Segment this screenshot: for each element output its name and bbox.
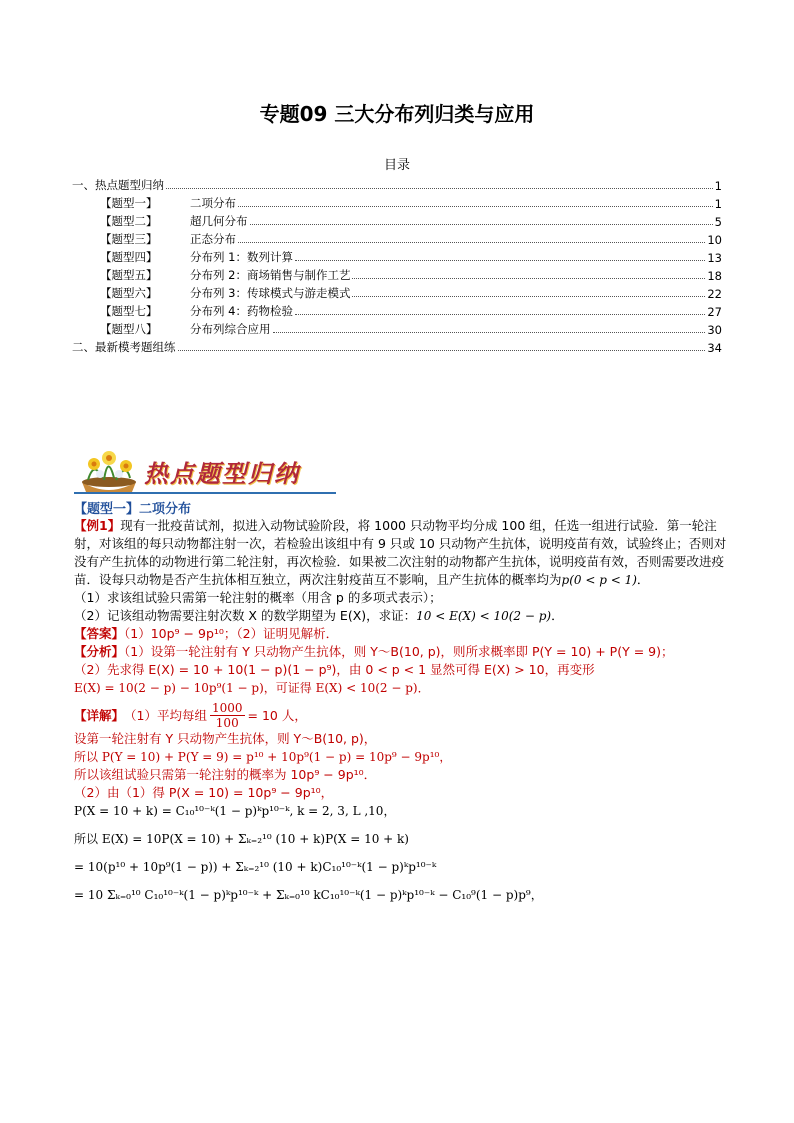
fraction: $\frac{1000}{100}$	[211, 701, 243, 730]
toc-entry[interactable]: 【题型四】 分布列 1：数列计算 13	[100, 250, 722, 265]
detail-line-6: P(X = 10 + k) = C₁₀¹⁰⁻ᵏ(1 − p)ᵏp¹⁰⁻ᵏ, k = 2, 3, L ,10，	[74, 804, 396, 818]
toc-entry[interactable]: 【题型二】 超几何分布 5	[100, 214, 722, 229]
analysis-line-2: （2）先求得 E(X) = 10 + 10(1 − p)(1 − p⁹)，由 0 < p < 1 显然可得 E(X) > 10，再变形	[74, 662, 595, 677]
detail-tag: 【详解】	[74, 707, 125, 723]
banner-title: 热点题型归纳	[144, 460, 300, 488]
example-content	[74, 517, 734, 904]
toc-entry[interactable]: 【题型五】 分布列 2：商场销售与制作工艺 18	[100, 268, 722, 283]
question-2: （2）记该组动物需要注射次数 X 的数学期望为 E(X)，求证：10 < E(X) < 10(2 − p)．	[74, 608, 564, 623]
toc-entry[interactable]: 一、热点题型归纳 1	[72, 178, 722, 193]
answer-line: 【答案】（1）10p⁹ − 9p¹⁰；（2）证明见解析．	[74, 626, 339, 641]
toc-entry[interactable]: 【题型一】 二项分布 1	[100, 196, 722, 211]
table-of-contents	[72, 175, 722, 355]
analysis-line-3: E(X) = 10(2 − p) − 10p⁹(1 − p)，可证得 E(X) < 10(2 − p)．	[74, 681, 430, 695]
toc-entry[interactable]: 二、最新模考题组练 34	[72, 340, 722, 355]
question-1: （1）求该组试验只需第一轮注射的概率（用含 p 的多项式表示）；	[74, 590, 442, 605]
toc-entry[interactable]: 【题型三】 正态分布 10	[100, 232, 722, 247]
detail-line-2: 设第一轮注射有 Y 只动物产生抗体，则 Y～B(10, p)，	[74, 731, 377, 746]
detail-line-4: 所以该组试验只需第一轮注射的概率为 10p⁹ − 9p¹⁰．	[74, 767, 377, 782]
detail-line-9: = 10 Σₖ₌₀¹⁰ C₁₀¹⁰⁻ᵏ(1 − p)ᵏp¹⁰⁻ᵏ + Σₖ₌₀¹⁰ kC₁₀¹⁰⁻ᵏ(1 − p)ᵏp¹⁰⁻ᵏ − C₁₀⁹(1 − p)p⁹，	[74, 888, 543, 902]
section-heading: 【题型一】二项分布	[74, 502, 192, 517]
toc-entry[interactable]: 【题型六】 分布列 3：传球模式与游走模式 22	[100, 286, 722, 301]
analysis-line-1: 【分析】（1）设第一轮注射有 Y 只动物产生抗体，则 Y～B(10, p)，则所求概率即 P(Y = 10) + P(Y = 9)；	[74, 644, 674, 659]
toc-entry[interactable]: 【题型八】 分布列综合应用 30	[100, 322, 722, 337]
answer-tag: 【答案】	[74, 626, 125, 641]
page-title: 专题09 三大分布列归类与应用	[259, 102, 535, 126]
analysis-tag: 【分析】	[74, 644, 125, 659]
banner-underline	[74, 492, 336, 494]
detail-line-3: 所以 P(Y = 10) + P(Y = 9) = p¹⁰ + 10p⁹(1 − p) = 10p⁹ − 9p¹⁰，	[74, 750, 452, 764]
flower-basket-icon	[74, 448, 144, 494]
section-banner	[74, 448, 344, 492]
toc-heading: 目录	[383, 158, 410, 173]
detail-line-5: （2）由（1）得 P(X = 10) = 10p⁹ − 9p¹⁰，	[74, 785, 334, 800]
toc-entry[interactable]: 【题型七】 分布列 4：药物检验 27	[100, 304, 722, 319]
example-tag: 【例1】	[74, 518, 121, 533]
detail-line-8: = 10(p¹⁰ + 10p⁹(1 − p)) + Σₖ₌₂¹⁰ (10 + k)C₁₀¹⁰⁻ᵏ(1 − p)ᵏp¹⁰⁻ᵏ	[74, 860, 437, 874]
example-statement: 【例1】现有一批疫苗试剂，拟进入动物试验阶段，将 1000 只动物平均分成 100 组，任选一组进行试验．第一轮注射，对该组的每只动物都注射一次，若检验出该组中有 9 只或 10 只动物产生抗体，说明疫苗有效，试验终止；否则对没有产生抗体的动物进行第二轮注射，再次检验．如果被二次注射的动物都产生抗体，说明疫苗有效，否则需要改进疫苗．设每只动物是否产生抗体相互独立，两次注射疫苗互不影响，且产生抗体的概率均为p(0 < p < 1)．	[74, 518, 727, 587]
detail-line-7: 所以 E(X) = 10P(X = 10) + Σₖ₌₂¹⁰ (10 + k)P(X = 10 + k)	[74, 832, 409, 846]
detail-line-1: 【详解】 （1）平均每组 $\frac{1000}{100}$ = 10 人，	[74, 701, 307, 730]
